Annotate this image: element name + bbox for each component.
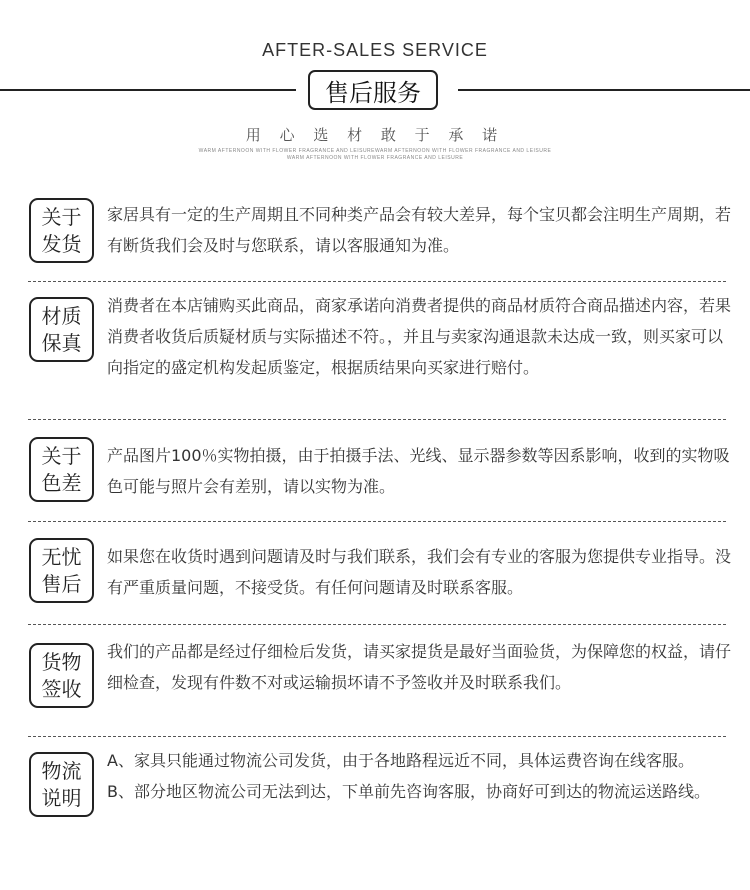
section-text-material: 消费者在本店铺购买此商品，商家承诺向消费者提供的商品材质符合商品描述内容，若果消费者收货后质疑材质与实际描述不符。，并且与卖家沟通退款未达成一致，则买家可以向指定的盛定机构发起质鉴定，根据质结果向买家进行赔付。 xyxy=(107,296,732,377)
logistics-point-b: B、部分地区物流公司无法到达，下单前先咨询客服，协商好可到达的物流运送路线。 xyxy=(107,782,710,801)
badge-label-line1: 货物 xyxy=(41,649,82,674)
section-divider xyxy=(28,624,726,625)
badge-label-line1: 物流 xyxy=(41,758,82,783)
section-divider xyxy=(28,736,726,737)
title-divider-left xyxy=(0,89,296,91)
badge-label-line2: 说明 xyxy=(41,785,82,810)
decorative-subtext-2: WARM AFTERNOON WITH FLOWER FRAGRANCE AND LEISURE xyxy=(286,155,464,161)
section-divider xyxy=(28,281,726,282)
section-text-shipping: 家居具有一定的生产周期且不同种类产品会有较大差异，每个宝贝都会注明生产周期，若有断货我们会及时与您联系，请以客服通知为准。 xyxy=(107,205,732,255)
decorative-subtext-1: WARM AFTERNOON WITH FLOWER FRAGRANCE AND LEISUREWARM AFTERNOON WITH FLOWER FRAGRANCE AND LEISURE xyxy=(198,148,552,154)
badge-label-line2: 色差 xyxy=(41,470,82,495)
badge-label-line1: 关于 xyxy=(41,204,82,229)
title-divider-right xyxy=(458,89,750,91)
section-divider xyxy=(28,419,726,420)
badge-material xyxy=(29,297,94,362)
section-text-after-sales: 如果您在收货时遇到问题请及时与我们联系，我们会有专业的客服为您提供专业指导。没有严重质量问题，不接受货。有任何问题请及时联系客服。 xyxy=(107,547,732,597)
badge-label-line2: 保真 xyxy=(41,330,82,355)
english-title: AFTER-SALES SERVICE xyxy=(262,40,488,60)
section-text-color: 产品图片100％实物拍摄，由于拍摄手法、光线、显示器参数等因系影响，收到的实物吸色可能与照片会有差别，请以实物为准。 xyxy=(107,446,730,496)
badge-label-line1: 无忧 xyxy=(41,544,82,569)
badge-logistics xyxy=(29,752,94,817)
header xyxy=(0,0,750,175)
badge-label-line2: 签收 xyxy=(41,676,82,701)
badge-color-difference xyxy=(29,437,94,502)
section-text-receipt: 我们的产品都是经过仔细检后发货，请买家提货是最好当面验货，为保障您的权益，请仔细检查，发现有件数不对或运输损坏请不予签收并及时联系我们。 xyxy=(107,642,732,692)
slogan: 用 心 选 材 敢 于 承 诺 xyxy=(245,126,505,144)
section-divider xyxy=(28,521,726,522)
badge-after-sales xyxy=(29,538,94,603)
logistics-point-a: A、家具只能通过物流公司发货，由于各地路程远近不同，具体运费咨询在线客服。 xyxy=(107,751,694,770)
page-title: 售后服务 xyxy=(308,70,438,110)
badge-label-line1: 材质 xyxy=(41,303,82,328)
badge-label-line2: 发货 xyxy=(41,231,82,256)
section-text-logistics xyxy=(107,745,732,807)
badge-label-line1: 关于 xyxy=(41,443,82,468)
badge-shipping xyxy=(29,198,94,263)
badge-label-line2: 售后 xyxy=(41,571,82,596)
badge-receipt xyxy=(29,643,94,708)
